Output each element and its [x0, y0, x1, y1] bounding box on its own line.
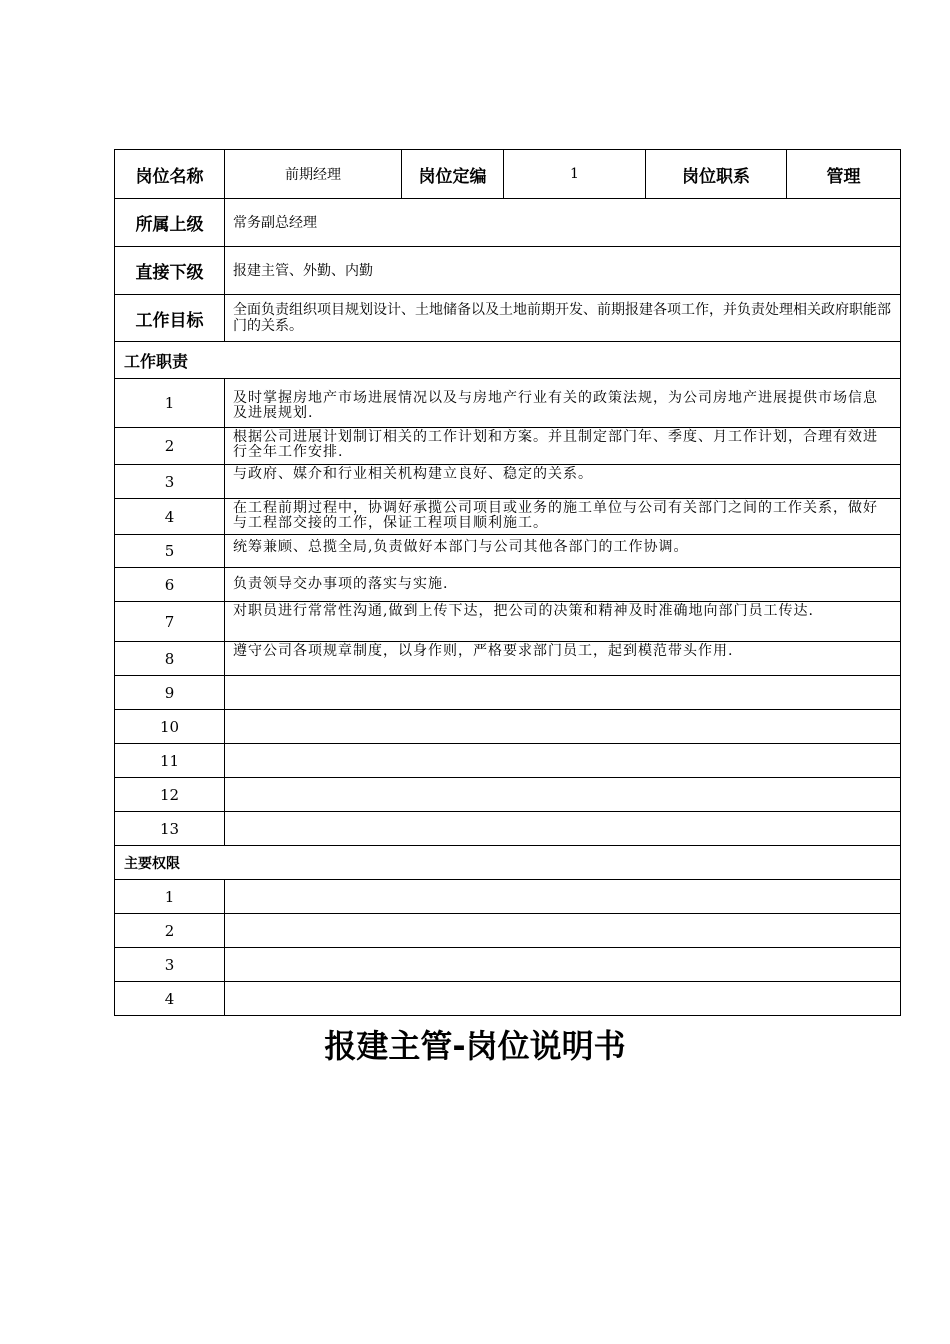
subordinates-label: 直接下级 [115, 247, 225, 295]
duty-row [115, 744, 901, 778]
authorities-section-title: 主要权限 [115, 846, 901, 880]
duty-number: 10 [115, 710, 225, 744]
duty-row [115, 710, 901, 744]
duty-text [225, 710, 901, 744]
authority-text [225, 880, 901, 914]
duty-row [115, 568, 901, 602]
duty-number: 7 [115, 602, 225, 642]
superior-value: 常务副总经理 [225, 199, 901, 247]
duty-number: 13 [115, 812, 225, 846]
duty-number: 8 [115, 642, 225, 676]
duties-section-title: 工作职责 [115, 342, 901, 379]
goal-label: 工作目标 [115, 295, 225, 342]
duty-text: 及时掌握房地产市场进展情况以及与房地产行业有关的政策法规，为公司房地产进展提供市场信息及进展规划. [225, 379, 901, 428]
duty-row [115, 465, 901, 499]
duty-text: 遵守公司各项规章制度，以身作则，严格要求部门员工，起到模范带头作用. [225, 642, 901, 676]
job-family-value: 管理 [787, 150, 901, 199]
authority-text [225, 982, 901, 1016]
duty-text: 与政府、媒介和行业相关机构建立良好、稳定的关系。 [225, 465, 901, 499]
header-row [115, 150, 901, 199]
authority-number: 1 [115, 880, 225, 914]
duty-text [225, 778, 901, 812]
duty-text: 统筹兼顾、总揽全局,负责做好本部门与公司其他各部门的工作协调。 [225, 535, 901, 568]
authority-text [225, 948, 901, 982]
duty-number: 9 [115, 676, 225, 710]
duty-row [115, 379, 901, 428]
superior-row [115, 199, 901, 247]
duty-text [225, 676, 901, 710]
duty-row [115, 499, 901, 535]
duty-text: 对职员进行常常性沟通,做到上传下达，把公司的决策和精神及时准确地向部门员工传达. [225, 602, 901, 642]
duty-row [115, 535, 901, 568]
duty-text: 负责领导交办事项的落实与实施. [225, 568, 901, 602]
goal-value: 全面负责组织项目规划设计、土地储备以及土地前期开发、前期报建各项工作，并负责处理相关政府职能部门的关系。 [225, 295, 901, 342]
authority-row [115, 914, 901, 948]
duty-row [115, 428, 901, 465]
authority-number: 3 [115, 948, 225, 982]
duty-text [225, 744, 901, 778]
headcount-value: 1 [504, 150, 646, 199]
authorities-section-row [115, 846, 901, 880]
duty-row [115, 676, 901, 710]
duty-number: 12 [115, 778, 225, 812]
document-title: 报建主管-岗位说明书 [324, 1027, 626, 1065]
superior-label: 所属上级 [115, 199, 225, 247]
job-description-table [114, 149, 901, 1016]
authority-text [225, 914, 901, 948]
duty-text: 根据公司进展计划制订相关的工作计划和方案。并且制定部门年、季度、月工作计划，合理有效进行全年工作安排. [225, 428, 901, 465]
job-family-label: 岗位职系 [646, 150, 787, 199]
headcount-label: 岗位定编 [402, 150, 504, 199]
duty-number: 6 [115, 568, 225, 602]
duties-section-row [115, 342, 901, 379]
duty-number: 1 [115, 379, 225, 428]
duty-text: 在工程前期过程中，协调好承揽公司项目或业务的施工单位与公司有关部门之间的工作关系，做好与工程部交接的工作，保证工程项目顺利施工。 [225, 499, 901, 535]
authority-number: 4 [115, 982, 225, 1016]
authority-row [115, 880, 901, 914]
duty-row [115, 812, 901, 846]
goal-row [115, 295, 901, 342]
position-name-label: 岗位名称 [115, 150, 225, 199]
authority-number: 2 [115, 914, 225, 948]
subordinates-value: 报建主管、外勤、内勤 [225, 247, 901, 295]
duty-row [115, 778, 901, 812]
subordinates-row [115, 247, 901, 295]
duty-text [225, 812, 901, 846]
duty-row [115, 642, 901, 676]
authority-row [115, 982, 901, 1016]
position-name-value: 前期经理 [225, 150, 402, 199]
duty-number: 4 [115, 499, 225, 535]
duty-row [115, 602, 901, 642]
duty-number: 11 [115, 744, 225, 778]
duty-number: 3 [115, 465, 225, 499]
authority-row [115, 948, 901, 982]
duty-number: 2 [115, 428, 225, 465]
duty-number: 5 [115, 535, 225, 568]
